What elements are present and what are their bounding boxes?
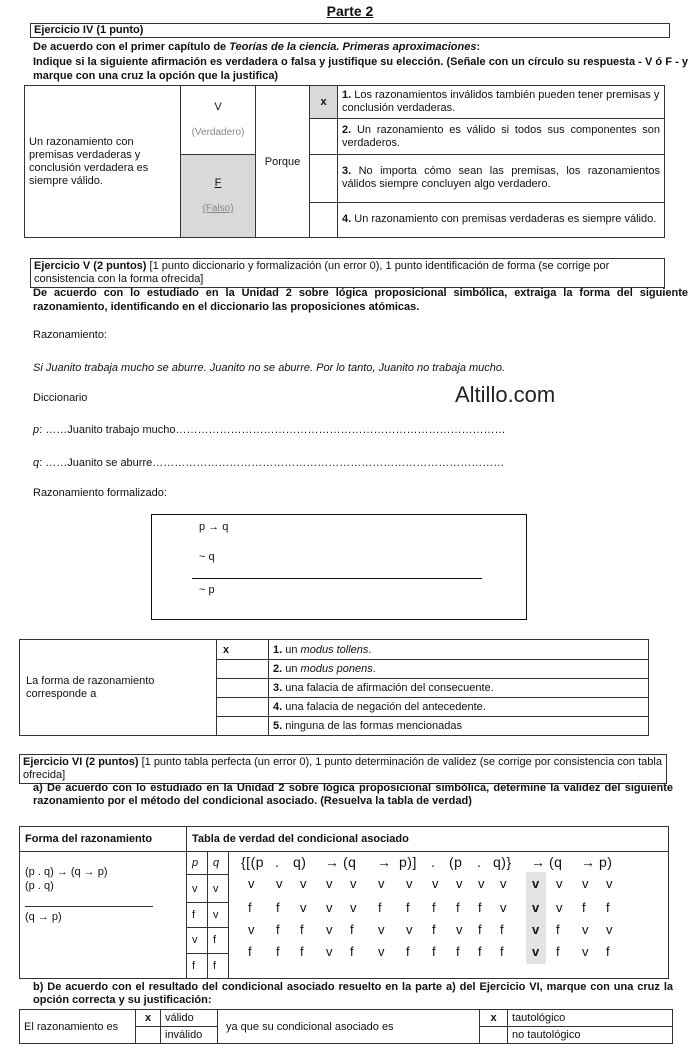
true-option[interactable]: [181, 86, 256, 155]
truth-value: v: [606, 876, 613, 892]
truth-grid: [229, 852, 668, 978]
truth-value: v: [606, 922, 613, 938]
form-mark-5[interactable]: [217, 717, 269, 736]
conclusion-line: [192, 578, 482, 579]
expr-token: {[(p: [241, 854, 265, 871]
form-premise-2: (p . q): [25, 880, 54, 893]
validity-table: [19, 1009, 673, 1044]
expr-token: →: [531, 854, 546, 871]
mark-x: x: [320, 96, 327, 109]
ex4-instruction-1: De acuerdo con el primer capítulo de Teorías de la ciencia. Primeras aproximaciones:: [33, 41, 481, 53]
row4-q: f: [208, 953, 229, 978]
justification-mark-1[interactable]: [310, 86, 338, 119]
truth-value: f: [350, 944, 355, 960]
truth-value: f: [406, 944, 411, 960]
truth-value: f: [478, 900, 483, 916]
truth-value: f: [478, 922, 483, 938]
truth-value: f: [350, 922, 355, 938]
form-premise-1: (p . q) → (q → p): [25, 866, 108, 879]
q-header: q: [208, 852, 229, 875]
truth-value: f: [582, 900, 587, 916]
row3-q: f: [208, 928, 229, 953]
row1-q: v: [208, 875, 229, 903]
expr-token: .: [431, 854, 436, 871]
option-no-tautologico[interactable]: no tautológico: [508, 1027, 673, 1044]
truth-value: v: [406, 922, 413, 938]
validity-mark-1[interactable]: x: [136, 1010, 161, 1027]
ex4-statement: Un razonamiento con premisas verdaderas y conclusión verdadera es siempre válido.: [29, 135, 149, 187]
ya-que-cell: [218, 1010, 480, 1044]
truth-value: f: [500, 944, 505, 960]
truth-value: v: [500, 876, 507, 892]
row3-p: v: [187, 928, 208, 953]
truth-value: f: [300, 922, 305, 938]
truth-value: f: [556, 944, 561, 960]
truth-value: v: [326, 876, 333, 892]
porque-cell: [256, 86, 310, 238]
expr-token: (q: [343, 854, 357, 871]
justification-option-2[interactable]: 2. Un razonamiento es válido si todos sus componentes son verdaderos.: [338, 119, 665, 154]
expr-token: p)]: [399, 854, 417, 871]
diccionario-label: Diccionario: [33, 392, 88, 404]
dictionary-p: p: ……Juanito trabajo mucho………………………………………………………………………………: [33, 424, 506, 436]
truth-value: v: [582, 922, 589, 938]
ex6-instruction-b: b) De acuerdo con el resultado del condicional asociado resuelto en la parte a) del Ejercicio VI, marque con una cruz la opción correcta y su justificación:: [33, 981, 673, 1006]
truth-value: f: [248, 900, 253, 916]
truth-value: v: [276, 876, 283, 892]
validity-mark-2[interactable]: [136, 1027, 161, 1044]
truth-value: v: [326, 944, 333, 960]
expr-token: →: [377, 854, 392, 871]
formalization-box: [151, 514, 527, 620]
truth-value: f: [432, 900, 437, 916]
row2-p: f: [187, 902, 208, 927]
truth-value: f: [276, 922, 281, 938]
justification-option-1[interactable]: 1. Los razonamientos inválidos también pueden tener premisas y conclusión verdaderas.: [338, 86, 665, 119]
conclusion: ~ p: [199, 584, 215, 596]
false-label: F: [214, 177, 222, 190]
ex4-header-text: Ejercicio IV (1 punto): [34, 24, 144, 36]
truth-value: v: [532, 900, 540, 916]
expr-token: (q: [549, 854, 563, 871]
form-line: [25, 906, 153, 907]
truth-value: f: [300, 944, 305, 960]
justification-mark-4[interactable]: [310, 202, 338, 237]
razonamiento-label: Razonamiento:: [33, 329, 107, 341]
argument-form-cell: [20, 852, 187, 979]
tauto-mark-2[interactable]: [480, 1027, 508, 1044]
formalizado-label: Razonamiento formalizado:: [33, 487, 167, 499]
truth-grid-cell: [229, 852, 669, 979]
truth-value: f: [606, 900, 611, 916]
form-mark-2[interactable]: [217, 660, 269, 679]
truth-value: v: [248, 922, 255, 938]
ex6-instruction-a: a) De acuerdo con lo estudiado en la Unidad 2 sobre lógica proposicional simbólica, determine la validez del siguiente razonamiento por el método del condicional asociado. (Resuelva la tabla de verdad): [33, 782, 673, 807]
col-tabla-header: Tabla de verdad del condicional asociado: [187, 827, 669, 852]
expr-token: q): [293, 854, 307, 871]
row1-p: v: [187, 875, 208, 903]
truth-value: v: [556, 900, 563, 916]
truth-value: v: [300, 900, 307, 916]
ex4-statement-cell: [25, 86, 181, 238]
truth-value: v: [350, 900, 357, 916]
expr-token: p): [599, 854, 613, 871]
truth-value: v: [582, 876, 589, 892]
truth-value: v: [350, 876, 357, 892]
truth-value: v: [326, 900, 333, 916]
form-mark-4[interactable]: [217, 698, 269, 717]
truth-value: f: [406, 900, 411, 916]
justification-mark-2[interactable]: [310, 119, 338, 154]
truth-value: v: [432, 876, 439, 892]
premise-2: ~ q: [199, 551, 215, 563]
premise-1: p → q: [199, 521, 229, 533]
truth-table: [19, 826, 669, 979]
justification-option-3[interactable]: 3. No importa cómo sean las premisas, los razonamientos válidos siempre concluyen algo verdadero.: [338, 154, 665, 202]
true-sublabel: (Verdadero): [191, 127, 245, 139]
truth-value: f: [556, 922, 561, 938]
expr-token: →: [325, 854, 340, 871]
ex4-table: [24, 85, 665, 238]
truth-value: f: [456, 900, 461, 916]
ex5-instruction: De acuerdo con lo estudiado en la Unidad 2 sobre lógica proposicional simbólica, extraiga la forma del siguiente razonamiento, identificando en el diccionario las proposiciones atómicas.: [33, 287, 688, 313]
razon-es-label: El razonamiento es: [24, 1020, 119, 1033]
false-sublabel: (Falso): [202, 203, 234, 215]
var-q: q: [33, 457, 40, 469]
form-option-2[interactable]: 2. un modus ponens.: [269, 660, 649, 679]
porque-label: Porque: [264, 155, 301, 168]
truth-value: v: [582, 944, 589, 960]
option-valido[interactable]: válido: [161, 1010, 218, 1027]
ex5-header: Ejercicio V (2 puntos) [1 punto diccionario y formalización (un error 0), 1 punto identificación de forma (se corrige por consistencia con la forma ofrecida]: [30, 258, 665, 288]
truth-value: f: [500, 922, 505, 938]
truth-value: v: [326, 922, 333, 938]
truth-value: f: [606, 944, 611, 960]
truth-value: v: [532, 876, 540, 892]
truth-value: f: [248, 944, 253, 960]
row2-q: v: [208, 902, 229, 927]
form-mark-3[interactable]: [217, 679, 269, 698]
truth-value: v: [556, 876, 563, 892]
truth-value: v: [532, 922, 540, 938]
forma-label: La forma de razonamiento corresponde a: [26, 674, 155, 700]
dictionary-q: q: ……Juanito se aburre……………………………………………………………………………………: [33, 457, 505, 469]
var-p: p: [33, 424, 40, 436]
row4-p: f: [187, 953, 208, 978]
truth-value: v: [532, 944, 540, 960]
truth-value: f: [378, 900, 383, 916]
forma-label-cell: [20, 640, 217, 736]
truth-value: f: [432, 944, 437, 960]
truth-value: v: [378, 876, 385, 892]
ex4-instruction-2: Indique si la siguiente afirmación es verdadera o falsa y justifique su elección. (Señale con un círculo su respuesta - V ó F - y marque con una cruz la opción que la justifica): [33, 56, 688, 82]
truth-value: v: [378, 922, 385, 938]
justification-mark-3[interactable]: [310, 154, 338, 202]
expr-token: .: [477, 854, 482, 871]
truth-value: f: [276, 944, 281, 960]
expr-token: q)}: [493, 854, 512, 871]
option-tautologico[interactable]: tautológico: [508, 1010, 673, 1027]
form-option-1[interactable]: 1. un modus tollens.: [269, 640, 649, 660]
truth-value: v: [456, 922, 463, 938]
ex6-header: Ejercicio VI (2 puntos) [1 punto tabla perfecta (un error 0), 1 punto determinación de validez (se corrige por consistencia con tabla ofrecida]: [19, 754, 667, 784]
truth-value: v: [456, 876, 463, 892]
truth-value: f: [276, 900, 281, 916]
expr-token: →: [581, 854, 596, 871]
truth-value: v: [500, 900, 507, 916]
form-conclusion: (q → p): [25, 911, 62, 924]
page-title: Parte 2: [326, 3, 374, 19]
truth-value: v: [406, 876, 413, 892]
truth-value: v: [300, 876, 307, 892]
col-forma-header: Forma del razonamiento: [20, 827, 187, 852]
truth-value: v: [378, 944, 385, 960]
tauto-mark-1[interactable]: x: [480, 1010, 508, 1027]
form-option-4[interactable]: 4. una falacia de negación del antecedente.: [269, 698, 649, 717]
truth-value: v: [478, 876, 485, 892]
watermark: Altillo.com: [455, 382, 556, 407]
ex4-header: [30, 23, 670, 38]
truth-value: f: [432, 922, 437, 938]
ya-que-label: ya que su condicional asociado es: [226, 1020, 394, 1033]
justification-option-4[interactable]: 4. Un razonamiento con premisas verdaderas es siempre válido.: [338, 202, 665, 237]
true-label: V: [214, 101, 222, 114]
razon-es-cell: [20, 1010, 136, 1044]
truth-value: f: [456, 944, 461, 960]
false-option[interactable]: [181, 154, 256, 237]
form-option-3[interactable]: 3. una falacia de afirmación del consecuente.: [269, 679, 649, 698]
razonamiento-text: Si Juanito trabaja mucho se aburre. Juanito no se aburre. Por lo tanto, Juanito no trabaja mucho.: [33, 362, 506, 374]
truth-value: f: [478, 944, 483, 960]
expr-token: .: [275, 854, 280, 871]
option-invalido[interactable]: inválido: [161, 1027, 218, 1044]
form-mark-1[interactable]: [217, 640, 269, 660]
ex5-form-table: [19, 639, 649, 736]
form-option-5[interactable]: 5. ninguna de las formas mencionadas: [269, 717, 649, 736]
expr-token: (p: [449, 854, 463, 871]
p-header: p: [187, 852, 208, 875]
mark-x: x: [223, 643, 230, 656]
book-title: Teorías de la ciencia. Primeras aproximaciones: [229, 41, 477, 53]
truth-value: v: [248, 876, 255, 892]
